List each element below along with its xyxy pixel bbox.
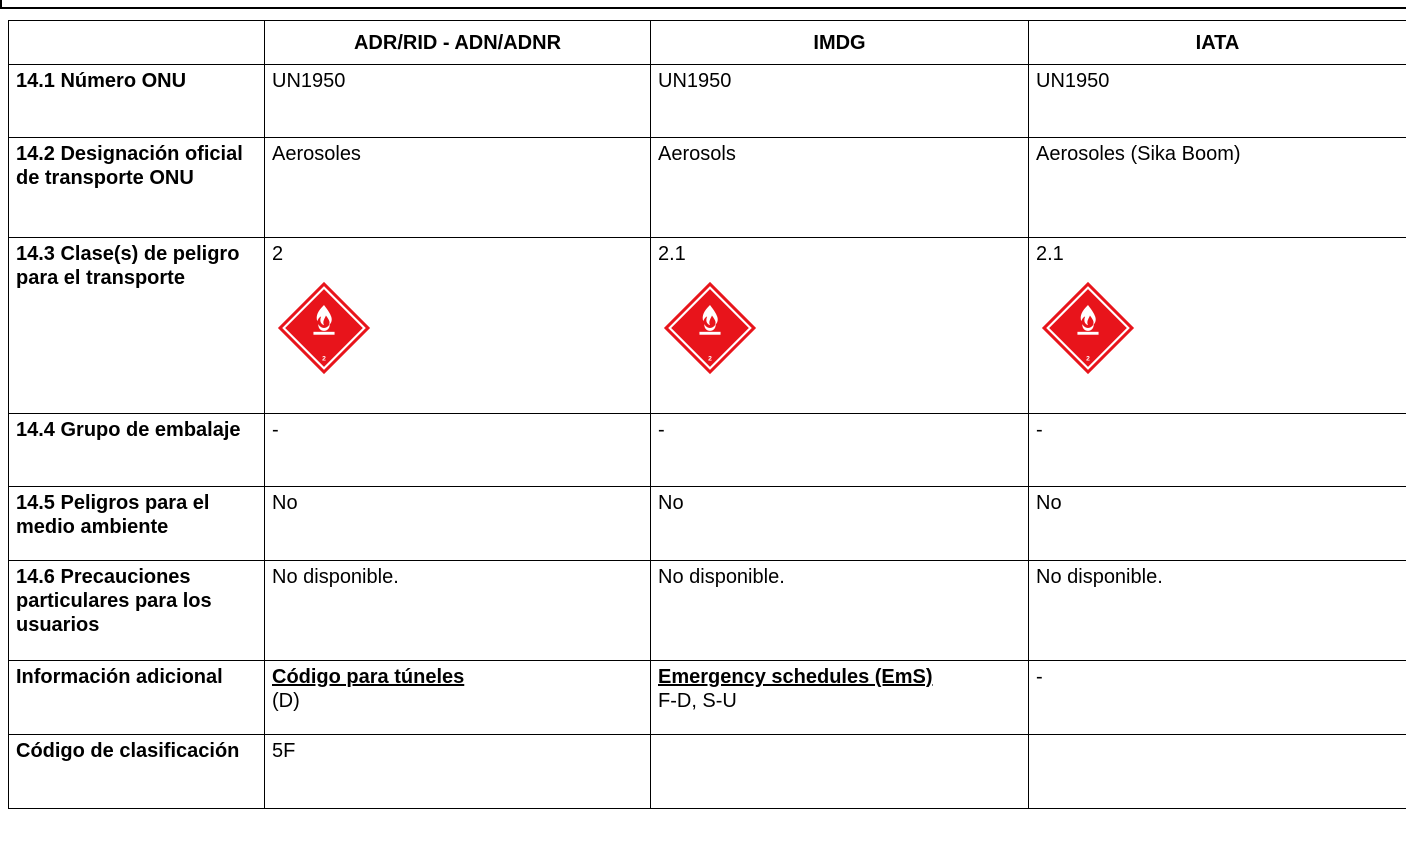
cell-imdg bbox=[651, 735, 1029, 809]
tunnel-code-value: (D) bbox=[272, 690, 300, 712]
table-row bbox=[9, 487, 1406, 561]
cell-adr: No bbox=[265, 487, 651, 561]
cell-imdg: No disponible. bbox=[651, 561, 1029, 661]
cell-iata bbox=[1029, 238, 1406, 414]
class-value: 2 bbox=[272, 243, 284, 265]
cell-iata: Aerosoles (Sika Boom) bbox=[1029, 138, 1406, 238]
cell-imdg bbox=[651, 238, 1029, 414]
cell-imdg bbox=[651, 661, 1029, 735]
header-cell-imdg: IMDG bbox=[651, 21, 1029, 65]
header-cell-empty bbox=[9, 21, 265, 65]
iata-extra-value: - bbox=[1036, 666, 1043, 688]
header-row bbox=[9, 21, 1406, 65]
cell-adr bbox=[265, 661, 651, 735]
cell-adr: No disponible. bbox=[265, 561, 651, 661]
cell-adr: UN1950 bbox=[265, 65, 651, 138]
cell-iata: UN1950 bbox=[1029, 65, 1406, 138]
flammable-gas-placard-icon bbox=[662, 280, 758, 376]
table-row bbox=[9, 661, 1406, 735]
row-label: Código de clasificación bbox=[9, 735, 265, 809]
table-row bbox=[9, 735, 1406, 809]
cell-adr: - bbox=[265, 414, 651, 487]
flammable-gas-placard-icon bbox=[1040, 280, 1136, 376]
table-row bbox=[9, 238, 1406, 414]
top-border bbox=[0, 0, 1406, 9]
row-label: 14.5 Peligros para el medio ambiente bbox=[9, 487, 265, 561]
cell-imdg: No bbox=[651, 487, 1029, 561]
class-value: 2.1 bbox=[1036, 243, 1064, 265]
ems-heading: Emergency schedules (EmS) bbox=[658, 666, 933, 688]
ems-value: F-D, S-U bbox=[658, 690, 737, 712]
flammable-gas-placard-icon bbox=[276, 280, 372, 376]
row-label: 14.2 Designación oficial de transporte ONU bbox=[9, 138, 265, 238]
cell-iata bbox=[1029, 661, 1406, 735]
cell-imdg: UN1950 bbox=[651, 65, 1029, 138]
table-row bbox=[9, 65, 1406, 138]
row-label: 14.3 Clase(s) de peligro para el transporte bbox=[9, 238, 265, 414]
cell-adr bbox=[265, 238, 651, 414]
cell-iata: No disponible. bbox=[1029, 561, 1406, 661]
class-value: 2.1 bbox=[658, 243, 686, 265]
row-label: 14.6 Precauciones particulares para los usuarios bbox=[9, 561, 265, 661]
cell-iata: - bbox=[1029, 414, 1406, 487]
cell-iata bbox=[1029, 735, 1406, 809]
cell-adr: Aerosoles bbox=[265, 138, 651, 238]
header-cell-adr: ADR/RID - ADN/ADNR bbox=[265, 21, 651, 65]
cell-imdg: Aerosols bbox=[651, 138, 1029, 238]
header-cell-iata: IATA bbox=[1029, 21, 1406, 65]
table-row bbox=[9, 138, 1406, 238]
cell-imdg: - bbox=[651, 414, 1029, 487]
row-label: 14.4 Grupo de embalaje bbox=[9, 414, 265, 487]
row-label: Información adicional bbox=[9, 661, 265, 735]
transport-info-table bbox=[8, 20, 1406, 809]
row-label: 14.1 Número ONU bbox=[9, 65, 265, 138]
cell-iata: No bbox=[1029, 487, 1406, 561]
table-row bbox=[9, 414, 1406, 487]
table-row bbox=[9, 561, 1406, 661]
tunnel-code-heading: Código para túneles bbox=[272, 666, 465, 688]
cell-adr: 5F bbox=[265, 735, 651, 809]
